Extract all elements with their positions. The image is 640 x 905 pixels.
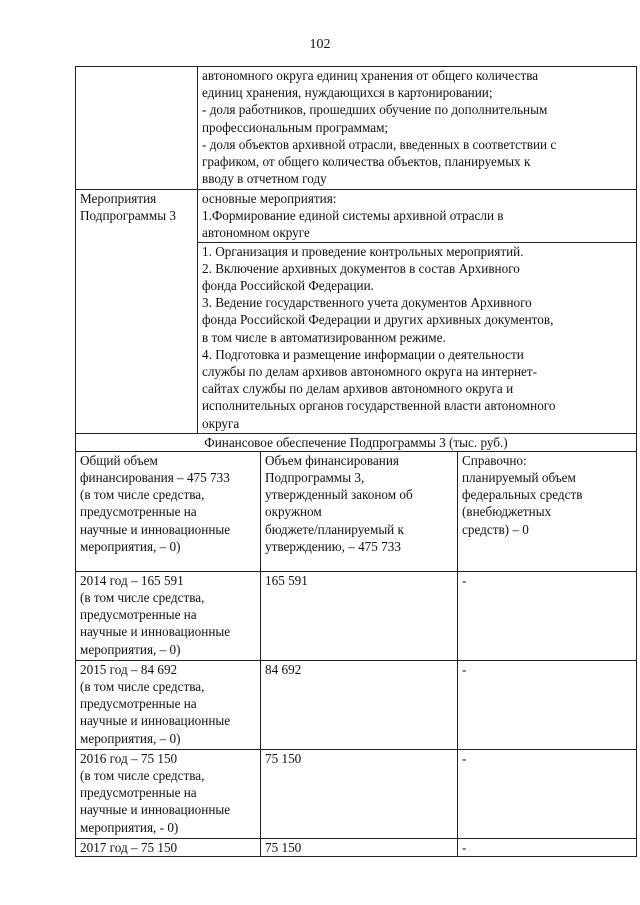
indicator-line: графиком, от общего количества объектов, планируемых к [202, 154, 531, 170]
total-funding-line: мероприятия, – 0) [80, 538, 181, 554]
year-row [76, 660, 637, 749]
year-total-line: научные и инновационные [80, 624, 231, 640]
event-line: 4. Подготовка и размещение информации о деятельности [202, 346, 524, 362]
event-line: фонда Российской Федерации. [202, 278, 374, 294]
main-events-cell [198, 190, 637, 243]
total-funding-line: предусмотренные на [80, 504, 197, 520]
year-row [76, 571, 637, 660]
approved-funding-line: окружном [265, 504, 322, 520]
main-event-line: основные мероприятия: [202, 191, 337, 206]
approved-funding-cell [261, 451, 458, 571]
year-total-line: 2014 год – 165 591 [80, 572, 184, 588]
indicator-line: - доля работников, прошедших обучение по дополнительным [202, 102, 548, 118]
year-total-line: (в том числе средства, [80, 768, 205, 784]
page-number: 102 [309, 37, 331, 52]
year-total-line: научные и инновационные [80, 713, 231, 729]
indicator-line: вводу в отчетном году [202, 171, 327, 187]
total-funding-line: (в том числе средства, [80, 487, 205, 503]
event-line: 1. Организация и проведение контрольных мероприятий. [202, 243, 524, 259]
subprogram-passport-table [75, 66, 637, 857]
year-total-line: (в том числе средства, [80, 679, 205, 695]
indicator-line: - доля объектов архивной отрасли, введенных в соответствии с [202, 136, 557, 152]
year-total-line: 2015 год – 84 692 [80, 661, 178, 677]
year-federal: - [458, 749, 637, 838]
year-federal: - [458, 660, 637, 749]
total-funding-line: научные и инновационные [80, 521, 231, 537]
event-line: сайтах службы по делам архивов автономного округа и [202, 381, 514, 397]
federal-funding-line: Справочно: [462, 452, 527, 468]
federal-funding-line: планируемый объем [462, 470, 576, 486]
indicator-line: профессиональным программам; [202, 119, 389, 135]
year-total-line: мероприятия, – 0) [80, 730, 181, 746]
approved-funding-line: утвержденный законом об [265, 487, 413, 503]
federal-funding-line: (внебюджетных [462, 504, 552, 520]
events-label: Подпрограммы 3 [80, 208, 176, 224]
year-row [76, 749, 637, 838]
events-label-cell [76, 190, 198, 434]
year-amount: 75 150 [261, 838, 458, 856]
approved-funding-line: бюджете/планируемый к [265, 521, 404, 537]
events-list-cell [198, 242, 637, 433]
event-line: 3. Ведение государственного учета документов Архивного [202, 295, 532, 311]
year-total-cell [76, 660, 261, 749]
approved-funding-line: утверждению, – 475 733 [265, 538, 401, 554]
event-line: службы по делам архивов автономного округа на интернет- [202, 364, 538, 380]
year-total-line: мероприятия, – 0) [80, 641, 181, 657]
year-amount: 75 150 [261, 749, 458, 838]
events-main-row [76, 190, 637, 243]
total-funding-cell [76, 451, 261, 571]
year-total-line: мероприятия, - 0) [80, 819, 179, 835]
year-amount: 84 692 [261, 660, 458, 749]
year-amount: 165 591 [261, 571, 458, 660]
federal-funding-line: средств) – 0 [462, 521, 529, 537]
federal-funding-line: федеральных средств [462, 487, 583, 503]
approved-funding-line: Подпрограммы 3, [265, 470, 365, 486]
finance-columns-row [76, 451, 637, 571]
total-funding-line: Общий объем [80, 452, 158, 468]
year-total-line: научные и инновационные [80, 802, 231, 818]
indicators-row [76, 67, 637, 190]
year-total-cell [76, 838, 261, 856]
main-event-line: 1.Формирование единой системы архивной отрасли в [202, 208, 504, 224]
indicators-label-cell [76, 67, 198, 190]
indicator-line: единиц хранения, нуждающихся в картонировании; [202, 85, 493, 101]
year-total-line: 2016 год – 75 150 [80, 750, 178, 766]
year-row [76, 838, 637, 856]
year-total-cell [76, 749, 261, 838]
federal-funding-cell [458, 451, 637, 571]
approved-funding-line: Объем финансирования [265, 452, 399, 468]
finance-header-row [76, 433, 637, 451]
events-label: Мероприятия [80, 191, 157, 206]
event-line: в том числе в автоматизированном режиме. [202, 329, 446, 345]
event-line: 2. Включение архивных документов в состав Архивного [202, 260, 520, 276]
total-funding-line: финансирования – 475 733 [80, 470, 230, 486]
event-line: округа [202, 415, 240, 431]
event-line: исполнительных органов государственной власти автономного [202, 398, 556, 414]
finance-header: Финансовое обеспечение Подпрограммы 3 (тыс. руб.) [76, 433, 637, 451]
event-line: фонда Российской Федерации и других архивных документов, [202, 312, 554, 328]
year-total-line: предусмотренные на [80, 696, 197, 712]
year-federal: - [458, 838, 637, 856]
year-total-cell [76, 571, 261, 660]
indicator-line: автономного округа единиц хранения от общего количества [202, 68, 539, 83]
year-total-line: предусмотренные на [80, 607, 197, 623]
year-total-line: предусмотренные на [80, 785, 197, 801]
year-federal: - [458, 571, 637, 660]
year-total-line: 2017 год – 75 150 [80, 839, 178, 855]
year-total-line: (в том числе средства, [80, 590, 205, 606]
indicators-cell [198, 67, 637, 190]
main-event-line: автономном округе [202, 225, 310, 241]
